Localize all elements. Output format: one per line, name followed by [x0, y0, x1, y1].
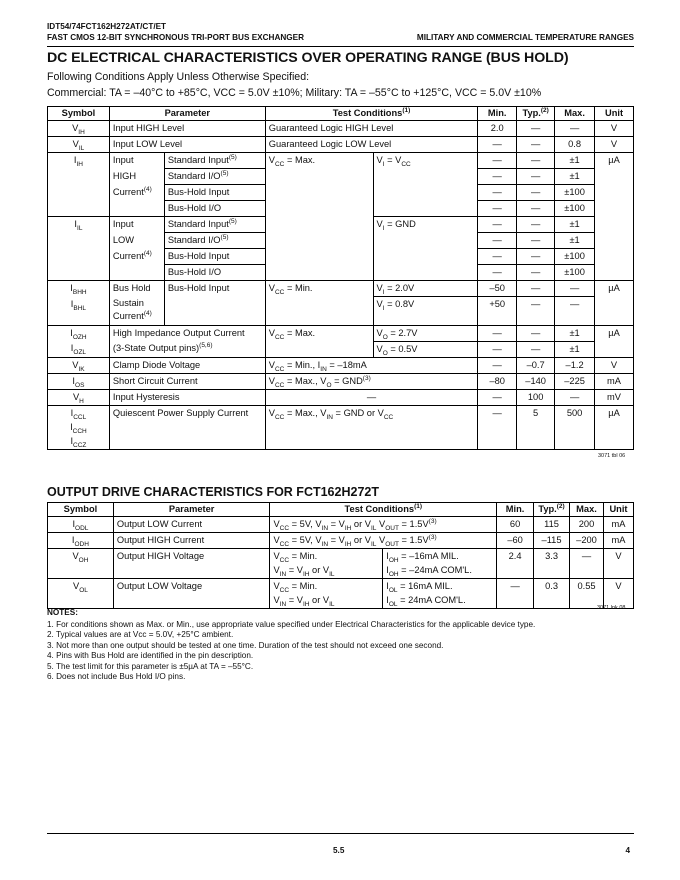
table-row: Current$^{(4)}$ Bus-Hold Input — — ±100: [48, 249, 634, 265]
col-max: Max.: [555, 107, 595, 121]
col-unit: Unit: [595, 107, 634, 121]
header-divider: [47, 46, 634, 47]
table-row: Bus-Hold I/O — — ±100: [48, 201, 634, 217]
table-row: $V_{IK}$ Clamp Diode Voltage $V_{CC}$ = Min., $I_{IN} = -18mA$ — –0.7 –1.2 V: [48, 357, 634, 373]
note-item: 4. Pins with Bus Hold are identified in the pin description.: [47, 651, 254, 660]
col-unit: Unit: [603, 503, 633, 517]
table-row: $I_{OZH}$ High Impedance Output Current $V_{CC}$ = Max. $V_O = 2.7V$ — — ±1 µA: [48, 325, 634, 341]
table-tag: 3071 lnk 08: [597, 605, 626, 611]
conditions-ranges: Commercial: TA = –40°C to +85°C, VCC = 5.0V ±10%; Military: TA = –55°C to +125°C, VCC = 5.0V ±10%: [47, 87, 542, 99]
part-number: IDT54/74FCT162H272AT/CT/ET: [47, 22, 167, 31]
table-row: $V_{OL}$ Output LOW Voltage $V_{CC}$ = Min. $V_{IN} = V_{IH}$ or $V_{IL}$ $I_{OL} = 16mA$ MIL. $I_{OL} = 24mA$ COM'L. — 0.3 0.55 V: [48, 579, 634, 609]
table-row: $I_{OZL}$ (3-State Output pins)$^{(5,6)}$ $V_O = 0.5V$ — — ±1: [48, 341, 634, 357]
footer-divider: [47, 833, 634, 834]
col-symbol: Symbol: [48, 107, 110, 121]
output-drive-title: OUTPUT DRIVE CHARACTERISTICS FOR FCT162H272T: [47, 485, 379, 499]
col-typ: Typ.$^{(2)}$: [534, 503, 570, 517]
page-number: 4: [625, 846, 630, 855]
table-row: $I_{BHH}$ Bus Hold Bus-Hold Input $V_{CC}$ = Min. $V_I = 2.0V$ –50 — — µA: [48, 281, 634, 297]
table-row: $I_{ODL}$ Output LOW Current $V_{CC} = 5V$, $V_{IN} = V_{IH}$ or $V_{IL}$ $V_{OUT} = 1.5V^{(3)}$ 60 115 200 mA: [48, 517, 634, 533]
col-test-conditions: Test Conditions$^{(1)}$: [270, 503, 497, 517]
conditions-intro: Following Conditions Apply Unless Otherwise Specified:: [47, 71, 310, 83]
table-row: $I_{CCL}$ $I_{CCH}$ $I_{CCZ}$ Quiescent Power Supply Current $V_{CC}$ = Max., $V_{IN}$ = GND or $V_{CC}$ — 5 500 µA: [48, 405, 634, 449]
section-number: 5.5: [333, 846, 345, 855]
table-row: HIGH Standard $I/O^{(5)}$ — — ±1: [48, 169, 634, 185]
table-row: $I_{IL}$ Input Standard Input$^{(5)}$ $V_I$ = GND — — ±1: [48, 217, 634, 233]
page-header: [47, 21, 634, 43]
table-row: $I_{BHL}$ Sustain Current$^{(4)}$ $V_I = 0.8V$ +50 — —: [48, 297, 634, 326]
note-item: 5. The test limit for this parameter is ±5µA at TA = –55°C.: [47, 661, 254, 671]
note-item: 3. Not more than one output should be tested at one time. Duration of the test should not exceed one second.: [47, 640, 444, 650]
table-row: $V_{OH}$ Output HIGH Voltage $V_{CC}$ = Min. $V_{IN} = V_{IH}$ or $V_{IL}$ $I_{OH} = -16mA$ MIL. $I_{OH} = -24mA$ COM'L. 2.4 3.3 — V: [48, 549, 634, 579]
col-max: Max.: [570, 503, 604, 517]
dc-characteristics-table: [47, 106, 634, 450]
col-parameter: Parameter: [113, 503, 270, 517]
temperature-range: MILITARY AND COMMERCIAL TEMPERATURE RANGES: [416, 33, 634, 42]
table-row: $V_{IL}$ Input LOW Level Guaranteed Logic LOW Level — — 0.8 V: [48, 137, 634, 153]
col-min: Min.: [478, 107, 517, 121]
note-item: 2. Typical values are at Vcc = 5.0V, +25°C ambient.: [47, 630, 234, 639]
table-row: $I_{OS}$ Short Circuit Current $V_{CC}$ = Max., $V_O = GND^{(3)}$ –80 –140 –225 mA: [48, 373, 634, 389]
table-row: LOW Standard $I/O^{(5)}$ — — ±1: [48, 233, 634, 249]
dc-characteristics-title: DC ELECTRICAL CHARACTERISTICS OVER OPERATING RANGE (BUS HOLD): [47, 50, 569, 66]
col-min: Min.: [497, 503, 534, 517]
col-parameter: Parameter: [109, 107, 265, 121]
note-item: 1. For conditions shown as Max. or Min., use appropriate value specified under Electrical Characteristics for the applicable device type.: [47, 619, 536, 629]
part-description: FAST CMOS 12-BIT SYNCHRONOUS TRI-PORT BUS EXCHANGER: [47, 33, 305, 42]
col-test-conditions: Test Conditions$^{(1)}$: [265, 107, 477, 121]
col-typ: Typ.$^{(2)}$: [517, 107, 555, 121]
note-item: 6. Does not include Bus Hold I/O pins.: [47, 672, 186, 681]
table-row: $V_{IH}$ Input HIGH Level Guaranteed Logic HIGH Level 2.0 — — V: [48, 121, 634, 137]
table-row: $V_H$ Input Hysteresis — — 100 — mV: [48, 389, 634, 405]
table-row: Current$^{(4)}$ Bus-Hold Input — — ±100: [48, 185, 634, 201]
output-drive-table: [47, 502, 634, 609]
table-row: Bus-Hold I/O — — ±100: [48, 265, 634, 281]
dc-header-row: [48, 107, 634, 121]
table-tag: 3071 tbl 06: [598, 453, 626, 459]
notes: [47, 608, 535, 683]
notes-title: NOTES:: [47, 608, 78, 617]
table-row: $I_{ODH}$ Output HIGH Current $V_{CC} = 5V$, $V_{IN} = V_{IH}$ or $V_{IL}$ $V_{OUT} = 1.5V^{(3)}$ –60 –115 –200 mA: [48, 533, 634, 549]
table-row: $I_{IH}$ Input Standard Input$^{(5)}$ $V_{CC}$ = Max. $V_I = V_{CC}$ — — ±1 µA: [48, 153, 634, 169]
col-symbol: Symbol: [48, 503, 114, 517]
output-header-row: [48, 503, 634, 517]
